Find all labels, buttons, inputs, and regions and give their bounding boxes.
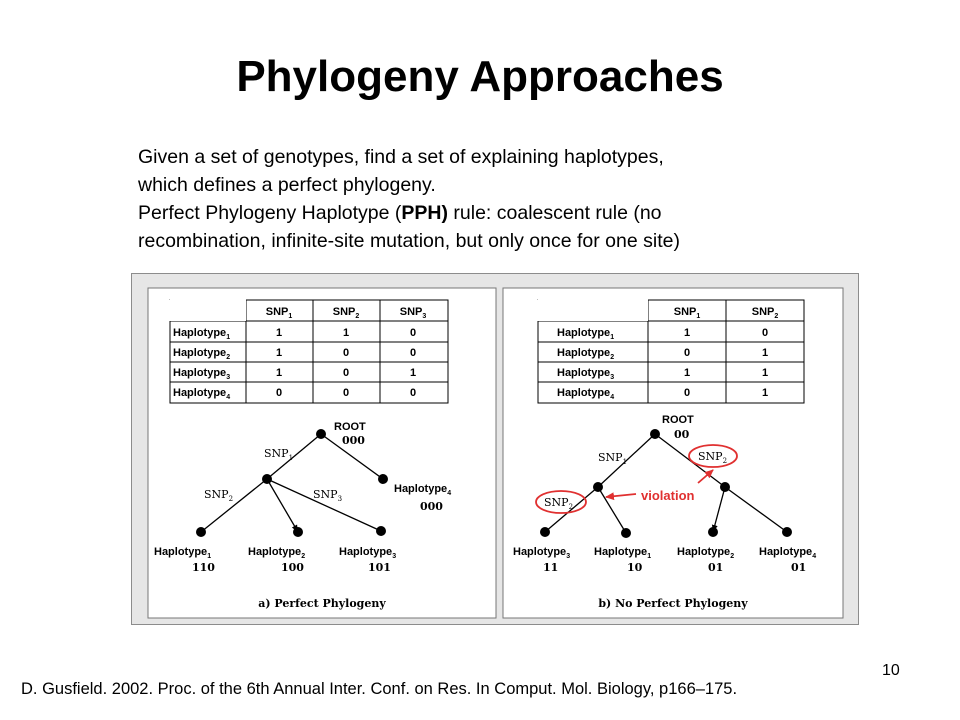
panel-a-row-4-label: Haplotype$_4$ xyxy=(173,387,231,401)
intro-line-1: Given a set of genotypes, find a set of explaining haplotypes, xyxy=(138,146,664,168)
tree-node xyxy=(540,527,550,537)
panel-a-header-snp2: $SNP_2$ xyxy=(332,306,360,320)
panel-a-leaf-hap2-label: Haplotype$_2$ xyxy=(248,546,306,560)
panel-b-cell: 1 xyxy=(761,367,769,379)
panel-b-edge-label-snp2-left: $SNP_2$ xyxy=(544,496,574,511)
intro-line-3 xyxy=(138,199,838,227)
panel-a-caption: a) Perfect Phylogeny xyxy=(258,597,386,610)
panel-a-leaf-hap1-label: Haplotype$_1$ xyxy=(154,546,212,560)
panel-b-cell: 0 xyxy=(683,347,691,359)
panel-a-edge-label-snp1: $SNP_1$ xyxy=(264,447,294,462)
tree-node xyxy=(293,527,303,537)
panel-a-leaf-hap1-value: 110 xyxy=(192,561,215,574)
intro-line-4: recombination, infinite-site mutation, but only once for one site) xyxy=(138,230,680,252)
panel-b-leaf-hap4-label: Haplotype$_4$ xyxy=(759,546,817,560)
panel-b-row-2-label: Haplotype$_2$ xyxy=(557,347,615,361)
phylogeny-diagram xyxy=(132,274,860,626)
tree-node xyxy=(621,528,631,538)
panel-b-leaf-hap1-value: 10 xyxy=(627,561,643,574)
panel-b-header-snp1: $SNP_1$ xyxy=(673,306,701,320)
tree-node xyxy=(782,527,792,537)
panel-b-root-label: ROOT xyxy=(662,414,694,426)
violation-label: violation xyxy=(641,488,695,503)
panel-a-cell: 0 xyxy=(409,387,417,399)
panel-b-cell: 0 xyxy=(761,327,769,339)
panel-b-root-value: 00 xyxy=(674,428,690,441)
tree-node xyxy=(262,474,272,484)
panel-a-leaf-hap4-label: Haplotype$_4$ xyxy=(394,483,452,497)
panel-b-cell: 1 xyxy=(761,387,769,399)
panel-a-row-2-label: Haplotype$_2$ xyxy=(173,347,231,361)
panel-a-leaf-hap4-value: 000 xyxy=(420,500,443,513)
panel-b-cell: 0 xyxy=(683,387,691,399)
panel-b-cell: 1 xyxy=(683,327,691,339)
panel-a-cell: 0 xyxy=(342,367,350,379)
tree-node xyxy=(593,482,603,492)
panel-a-cell: 1 xyxy=(275,367,283,379)
slide-title: Phylogeny Approaches xyxy=(236,52,724,101)
panel-b-leaf-hap4-value: 01 xyxy=(791,561,807,574)
panel-a-cell: 0 xyxy=(409,347,417,359)
panel-b-leaf-hap2-label: Haplotype$_2$ xyxy=(677,546,735,560)
panel-a-row-1-label: Haplotype$_1$ xyxy=(173,327,231,341)
panel-b-edge-label-snp2-right: $SNP_2$ xyxy=(698,450,728,465)
panel-b-cell: 1 xyxy=(761,347,769,359)
tree-node xyxy=(316,429,326,439)
panel-a-header-snp1: $SNP_1$ xyxy=(265,306,293,320)
panel-a-cell: 0 xyxy=(342,387,350,399)
panel-a-leaf-hap3-label: Haplotype$_3$ xyxy=(339,546,397,560)
citation: D. Gusfield. 2002. Proc. of the 6th Annual Inter. Conf. on Res. In Comput. Mol. Biology, p166–175. xyxy=(21,680,738,698)
panel-a-edge-label-snp3: $SNP_3$ xyxy=(313,488,343,503)
tree-node xyxy=(378,474,388,484)
panel-a-cell: 1 xyxy=(275,347,283,359)
panel-b-leaf-hap2-value: 01 xyxy=(708,561,724,574)
panel-b-leaf-hap3-label: Haplotype$_3$ xyxy=(513,546,571,560)
panel-a-leaf-hap2-value: 100 xyxy=(281,561,304,574)
panel-b-leaf-hap1-label: Haplotype$_1$ xyxy=(594,546,652,560)
panel-b-row-1-label: Haplotype$_1$ xyxy=(557,327,615,341)
panel-b-caption: b) No Perfect Phylogeny xyxy=(598,597,748,610)
intro-line-3-pre: Perfect Phylogeny Haplotype ( xyxy=(138,202,402,224)
panel-a-leaf-hap3-value: 101 xyxy=(368,561,391,574)
panel-a-cell: 0 xyxy=(342,347,350,359)
panel-a-cell: 0 xyxy=(409,327,417,339)
panel-a-cell: 1 xyxy=(342,327,350,339)
pph-abbreviation: PPH) xyxy=(401,202,448,224)
panel-a-table-corner xyxy=(170,300,246,321)
panel-a-edge-label-snp2: $SNP_2$ xyxy=(204,488,234,503)
page-number: 10 xyxy=(882,662,900,679)
panel-a-row-3-label: Haplotype$_3$ xyxy=(173,367,231,381)
panel-a-header-snp3: $SNP_3$ xyxy=(399,306,427,320)
panel-a-cell: 0 xyxy=(275,387,283,399)
panel-b-header-snp2: $SNP_2$ xyxy=(751,306,779,320)
intro-line-3-post: rule: coalescent rule (no xyxy=(448,202,662,224)
panel-a-cell: 1 xyxy=(409,367,417,379)
intro-text xyxy=(138,143,838,255)
panel-b-leaf-hap3-value: 11 xyxy=(543,561,559,574)
intro-line-2: which defines a perfect phylogeny. xyxy=(138,174,436,196)
panel-a-root-value: 000 xyxy=(342,434,365,447)
panel-a-cell: 1 xyxy=(275,327,283,339)
panel-b-cell: 1 xyxy=(683,367,691,379)
panel-b-row-4-label: Haplotype$_4$ xyxy=(557,387,615,401)
phylogeny-figure xyxy=(131,273,859,625)
panel-b-edge-label-snp1: $SNP_1$ xyxy=(598,451,628,466)
tree-node xyxy=(720,482,730,492)
panel-b-table-corner xyxy=(538,300,648,321)
panel-a-root-label: ROOT xyxy=(334,421,366,433)
panel-b-row-3-label: Haplotype$_3$ xyxy=(557,367,615,381)
tree-node xyxy=(650,429,660,439)
tree-node xyxy=(196,527,206,537)
tree-node xyxy=(708,527,718,537)
tree-node xyxy=(376,526,386,536)
